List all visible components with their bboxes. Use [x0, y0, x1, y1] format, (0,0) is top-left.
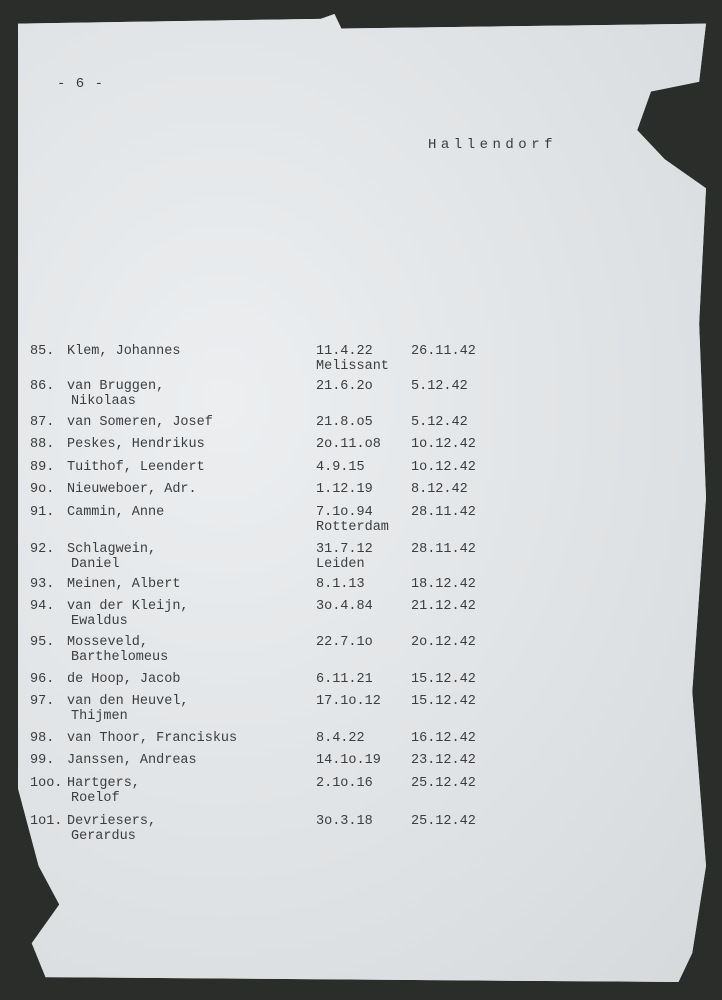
birth-date: 17.1o.12: [316, 694, 381, 709]
entry-number: 87.: [30, 415, 55, 430]
entry-number: 98.: [30, 731, 55, 746]
arrival-date: 1o.12.42: [411, 437, 476, 452]
name-line-1: van Bruggen,: [67, 379, 165, 394]
birth-info: [316, 776, 416, 791]
birth-date: 3o.4.84: [316, 599, 373, 614]
person-name: [67, 731, 307, 746]
name-line-2: Daniel: [71, 557, 120, 572]
entry-number: 99.: [30, 753, 55, 768]
arrival-date: 28.11.42: [411, 542, 476, 557]
entry-number: 9o.: [30, 482, 55, 497]
person-name: [67, 344, 307, 359]
arrival-date: 5.12.42: [411, 379, 468, 394]
arrival-date: 25.12.42: [411, 814, 476, 829]
person-name: [67, 460, 307, 475]
arrival-date: 2o.12.42: [411, 635, 476, 650]
camp-name-heading: Hallendorf: [428, 137, 558, 153]
birth-info: [316, 694, 416, 709]
birth-info: [316, 672, 416, 687]
entry-number: 1o1.: [30, 814, 63, 829]
entry-number: 96.: [30, 672, 55, 687]
birth-date: 2o.11.o8: [316, 437, 381, 452]
name-line-2: Thijmen: [71, 709, 128, 724]
birth-date: 6.11.21: [316, 672, 373, 687]
person-name: [67, 415, 307, 430]
person-name: [67, 542, 307, 572]
entry-number: 86.: [30, 379, 55, 394]
birth-date: 7.1o.94: [316, 505, 373, 520]
person-name: [67, 635, 307, 665]
arrival-date: 8.12.42: [411, 482, 468, 497]
person-name: [67, 672, 307, 687]
name-line-1: Meinen, Albert: [67, 577, 181, 592]
name-line-1: van Someren, Josef: [67, 415, 213, 430]
birth-date: 2.1o.16: [316, 776, 373, 791]
birth-place: Leiden: [316, 557, 365, 572]
birth-info: [316, 379, 416, 394]
person-name: [67, 577, 307, 592]
birth-info: [316, 577, 416, 592]
person-name: [67, 753, 307, 768]
birth-date: 31.7.12: [316, 542, 373, 557]
person-name: [67, 482, 307, 497]
entry-number: 85.: [30, 344, 55, 359]
birth-info: [316, 460, 416, 475]
arrival-date: 26.11.42: [411, 344, 476, 359]
name-line-1: Cammin, Anne: [67, 505, 165, 520]
name-line-1: Hartgers,: [67, 776, 140, 791]
entry-number: 94.: [30, 599, 55, 614]
entry-number: 89.: [30, 460, 55, 475]
name-line-1: Klem, Johannes: [67, 344, 181, 359]
birth-date: 3o.3.18: [316, 814, 373, 829]
birth-info: [316, 437, 416, 452]
name-line-2: Gerardus: [71, 829, 136, 844]
person-name: [67, 599, 307, 629]
birth-date: 22.7.1o: [316, 635, 373, 650]
arrival-date: 25.12.42: [411, 776, 476, 791]
person-name: [67, 437, 307, 452]
birth-info: [316, 753, 416, 768]
name-line-1: de Hoop, Jacob: [67, 672, 181, 687]
birth-info: [316, 482, 416, 497]
entry-number: 97.: [30, 694, 55, 709]
birth-info: [316, 415, 416, 430]
birth-date: 11.4.22: [316, 344, 373, 359]
name-line-1: Nieuweboer, Adr.: [67, 482, 197, 497]
birth-info: [316, 344, 416, 374]
arrival-date: 15.12.42: [411, 694, 476, 709]
person-name: [67, 776, 307, 806]
person-name: [67, 379, 307, 409]
arrival-date: 15.12.42: [411, 672, 476, 687]
arrival-date: 5.12.42: [411, 415, 468, 430]
name-line-2: Ewaldus: [71, 614, 128, 629]
birth-info: [316, 731, 416, 746]
entry-number: 92.: [30, 542, 55, 557]
birth-date: 8.4.22: [316, 731, 365, 746]
name-line-1: Mosseveld,: [67, 635, 149, 650]
name-line-1: van Thoor, Franciskus: [67, 731, 238, 746]
entry-number: 91.: [30, 505, 55, 520]
arrival-date: 1o.12.42: [411, 460, 476, 475]
name-line-1: Devriesers,: [67, 814, 157, 829]
name-line-1: Tuithof, Leendert: [67, 460, 205, 475]
arrival-date: 23.12.42: [411, 753, 476, 768]
arrival-date: 28.11.42: [411, 505, 476, 520]
person-name: [67, 694, 307, 724]
name-line-2: Roelof: [71, 791, 120, 806]
person-name: [67, 505, 307, 520]
birth-date: 21.6.2o: [316, 379, 373, 394]
name-line-2: Nikolaas: [71, 394, 136, 409]
birth-date: 14.1o.19: [316, 753, 381, 768]
name-line-1: Schlagwein,: [67, 542, 157, 557]
entry-number: 88.: [30, 437, 55, 452]
entry-number: 93.: [30, 577, 55, 592]
name-line-1: van der Kleijn,: [67, 599, 189, 614]
birth-info: [316, 635, 416, 650]
birth-date: 4.9.15: [316, 460, 365, 475]
birth-date: 21.8.o5: [316, 415, 373, 430]
entry-number: 1oo.: [30, 776, 63, 791]
birth-date: 1.12.19: [316, 482, 373, 497]
arrival-date: 21.12.42: [411, 599, 476, 614]
arrival-date: 18.12.42: [411, 577, 476, 592]
birth-date: 8.1.13: [316, 577, 365, 592]
name-line-1: Janssen, Andreas: [67, 753, 197, 768]
birth-info: [316, 505, 416, 535]
birth-info: [316, 814, 416, 829]
name-line-1: van den Heuvel,: [67, 694, 189, 709]
birth-info: [316, 599, 416, 614]
birth-place: Rotterdam: [316, 520, 389, 535]
name-line-1: Peskes, Hendrikus: [67, 437, 205, 452]
page-number: - 6 -: [57, 76, 105, 92]
entry-number: 95.: [30, 635, 55, 650]
arrival-date: 16.12.42: [411, 731, 476, 746]
person-name: [67, 814, 307, 844]
birth-place: Melissant: [316, 359, 389, 374]
name-line-2: Barthelomeus: [71, 650, 169, 665]
birth-info: [316, 542, 416, 572]
